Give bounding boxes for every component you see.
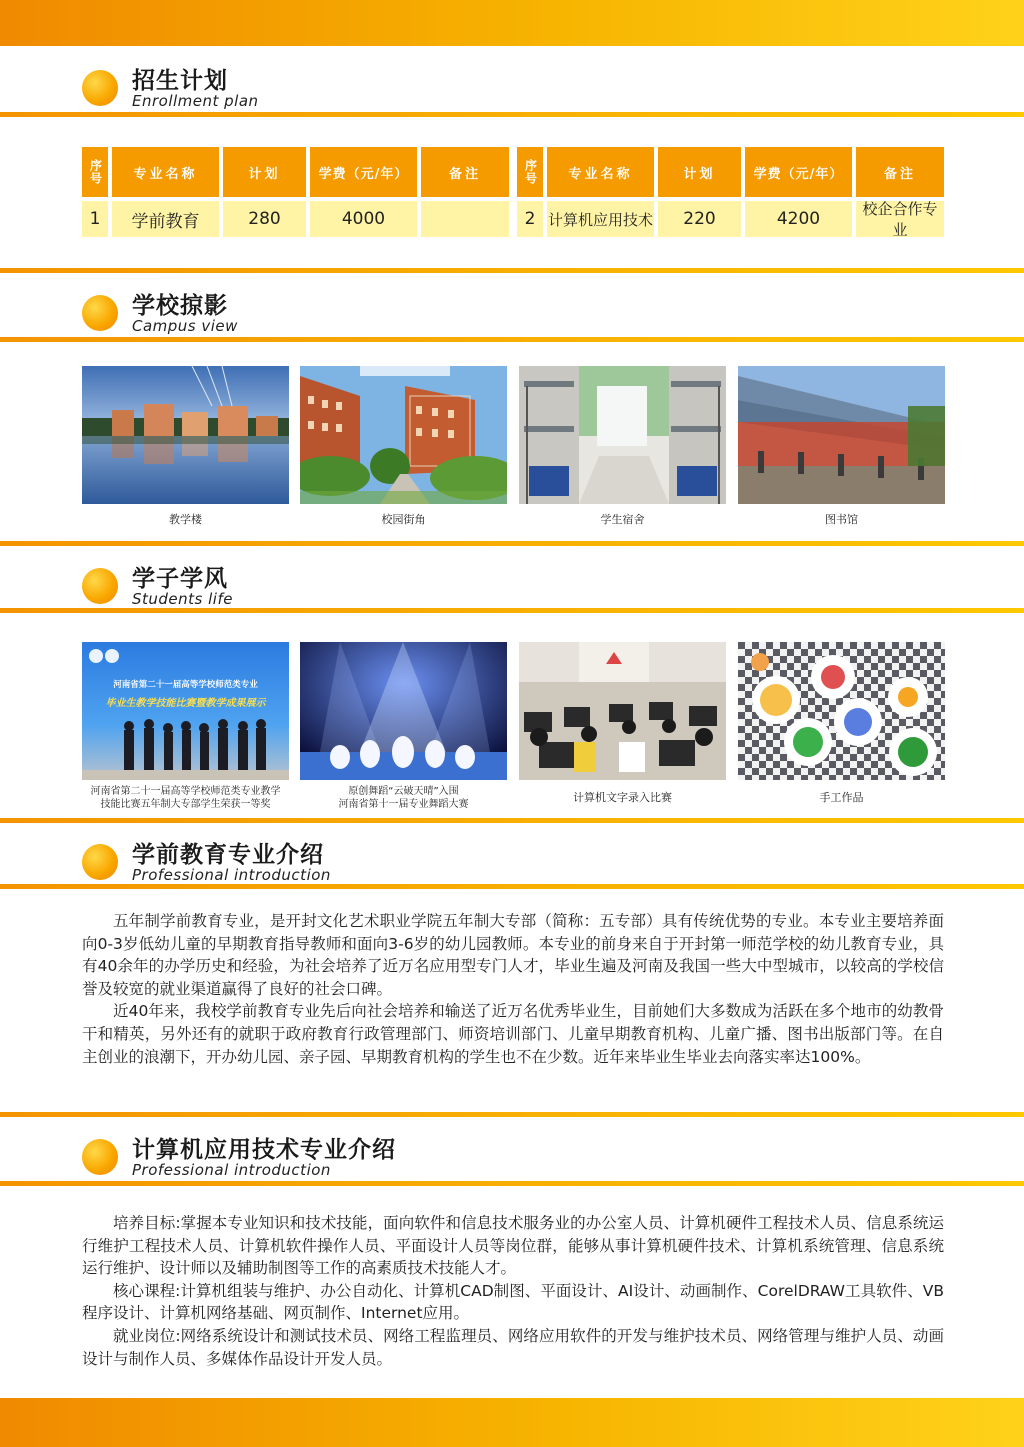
banner-text-line2: 毕业生教学技能比赛暨教学成果展示 bbox=[105, 698, 266, 709]
section-divider bbox=[0, 818, 1024, 823]
photo-caption: 教学楼 bbox=[169, 513, 202, 526]
header-fee: 学费（元/年） bbox=[310, 147, 417, 197]
section-subtitle: Campus view bbox=[132, 317, 238, 335]
paragraph: 培养目标:掌握本专业知识和技术技能，面向软件和信息技术服务业的办公室人员、计算机硬件工程技术人员、信息系统运行维护工程技术人员、计算机软件操作人员、平面设计人员等岗位群，能够从事计算机硬件技术、计算机系统管理、信息系统运行维护、设计师以及辅助制图等工作的高素质技术技能人才。 bbox=[82, 1214, 944, 1278]
row-plan: 280 bbox=[223, 201, 306, 237]
bullet-dot-icon bbox=[82, 295, 118, 331]
computer-intro-text bbox=[82, 1212, 944, 1370]
section-divider bbox=[0, 1181, 1024, 1186]
row-major: 计算机应用技术 bbox=[547, 201, 654, 237]
photo-teaching-skill-award bbox=[82, 642, 289, 780]
row-note bbox=[421, 201, 509, 237]
photo-teaching-building bbox=[82, 366, 289, 504]
section-divider bbox=[0, 268, 1024, 273]
paragraph: 就业岗位:网络系统设计和测试技术员、网络工程监理员、网络应用软件的开发与维护技术员、网络管理与维护人员、动画设计与制作人员、多媒体作品设计开发人员。 bbox=[82, 1326, 944, 1368]
photo-dance-performance bbox=[300, 642, 507, 780]
top-banner bbox=[0, 0, 1024, 46]
section-divider bbox=[0, 541, 1024, 546]
section-subtitle: Students life bbox=[132, 590, 233, 608]
section-divider bbox=[0, 608, 1024, 613]
section-header-enrollment bbox=[80, 62, 680, 118]
bullet-dot-icon bbox=[82, 1139, 118, 1175]
row-plan: 220 bbox=[658, 201, 741, 237]
bullet-dot-icon bbox=[82, 568, 118, 604]
header-label: 序号 bbox=[523, 159, 538, 185]
photo-caption: 校园街角 bbox=[381, 513, 426, 526]
section-subtitle: Professional introduction bbox=[132, 866, 331, 884]
photo-caption: 手工作品 bbox=[819, 791, 864, 804]
row-note: 校企合作专业 bbox=[856, 201, 944, 237]
header-note: 备注 bbox=[856, 147, 944, 197]
caption-line: 原创舞蹈“云破天晴”入围 bbox=[348, 786, 459, 797]
photo-library bbox=[738, 366, 945, 504]
section-subtitle: Enrollment plan bbox=[132, 92, 259, 110]
row-no: 2 bbox=[517, 201, 543, 237]
paragraph: 核心课程:计算机组装与维护、办公自动化、计算机CAD制图、平面设计、AI设计、动画制作、CorelDRAW工具软件、VB程序设计、计算机网络基础、网页制作、Internet应用。 bbox=[82, 1281, 944, 1323]
section-title: 学前教育专业介绍 bbox=[132, 842, 324, 868]
section-title: 学子学风 bbox=[132, 566, 228, 592]
row-fee: 4000 bbox=[310, 201, 417, 237]
section-divider bbox=[0, 1112, 1024, 1117]
header-plan: 计划 bbox=[223, 147, 306, 197]
photo-caption: 图书馆 bbox=[825, 513, 858, 526]
photo-dormitory bbox=[519, 366, 726, 504]
bullet-dot-icon bbox=[82, 844, 118, 880]
header-note: 备注 bbox=[421, 147, 509, 197]
banner-text-line1: 河南省第二十一届高等学校师范类专业 bbox=[113, 680, 258, 690]
caption-line: 河南省第十一届专业舞蹈大赛 bbox=[338, 799, 469, 810]
photo-caption bbox=[82, 785, 289, 811]
header-no bbox=[517, 147, 543, 197]
photo-campus-corner bbox=[300, 366, 507, 504]
preschool-intro-text bbox=[82, 910, 944, 1068]
photo-caption bbox=[300, 785, 507, 811]
header-major: 专业名称 bbox=[112, 147, 219, 197]
enrollment-table bbox=[82, 147, 944, 237]
header-major: 专业名称 bbox=[547, 147, 654, 197]
section-divider bbox=[0, 112, 1024, 117]
bottom-banner bbox=[0, 1398, 1024, 1447]
section-divider bbox=[0, 337, 1024, 342]
paragraph: 五年制学前教育专业，是开封文化艺术职业学院五年制大专部（简称：五专部）具有传统优势的专业。本专业主要培养面向0-3岁低幼儿童的早期教育指导教师和面向3-6岁的幼儿园教师。本专业的前身来自于开封第一师范学校的幼儿教育专业，具有40余年的办学历史和经验，为社会培养了近万名应用型专门人才，毕业生遍及河南及我国一些大中型城市，以较高的学校信誉及较宽的就业渠道赢得了良好的社会口碑。 bbox=[82, 912, 944, 998]
section-header-campus bbox=[80, 287, 680, 343]
section-title: 招生计划 bbox=[132, 68, 228, 94]
row-major: 学前教育 bbox=[112, 201, 219, 237]
row-no: 1 bbox=[82, 201, 108, 237]
section-title: 计算机应用技术专业介绍 bbox=[132, 1137, 396, 1163]
header-fee: 学费（元/年） bbox=[745, 147, 852, 197]
section-subtitle: Professional introduction bbox=[132, 1161, 331, 1179]
photo-caption: 计算机文字录入比赛 bbox=[573, 791, 672, 804]
caption-line: 河南省第二十一届高等学校师范类专业教学 bbox=[90, 786, 281, 797]
section-divider bbox=[0, 884, 1024, 889]
caption-line: 技能比赛五年制大专部学生荣获一等奖 bbox=[100, 799, 271, 810]
header-plan: 计划 bbox=[658, 147, 741, 197]
photo-caption: 学生宿舍 bbox=[600, 513, 645, 526]
header-label: 序号 bbox=[88, 159, 103, 185]
photo-typing-contest bbox=[519, 642, 726, 780]
header-no bbox=[82, 147, 108, 197]
paragraph: 近40年来，我校学前教育专业先后向社会培养和输送了近万名优秀毕业生，目前她们大多数成为活跃在多个地市的幼教骨干和精英，另外还有的就职于政府教育行政管理部门、师资培训部门、儿童早期教育机构、儿童广播、图书出版部门等。在自主创业的浪潮下，开办幼儿园、亲子园、早期教育机构的学生也不在少数。近年来毕业生毕业去向落实率达100%。 bbox=[82, 1002, 944, 1066]
photo-handmade-works bbox=[738, 642, 945, 780]
row-fee: 4200 bbox=[745, 201, 852, 237]
section-header-computer bbox=[80, 1131, 680, 1187]
bullet-dot-icon bbox=[82, 70, 118, 106]
section-title: 学校掠影 bbox=[132, 293, 228, 319]
